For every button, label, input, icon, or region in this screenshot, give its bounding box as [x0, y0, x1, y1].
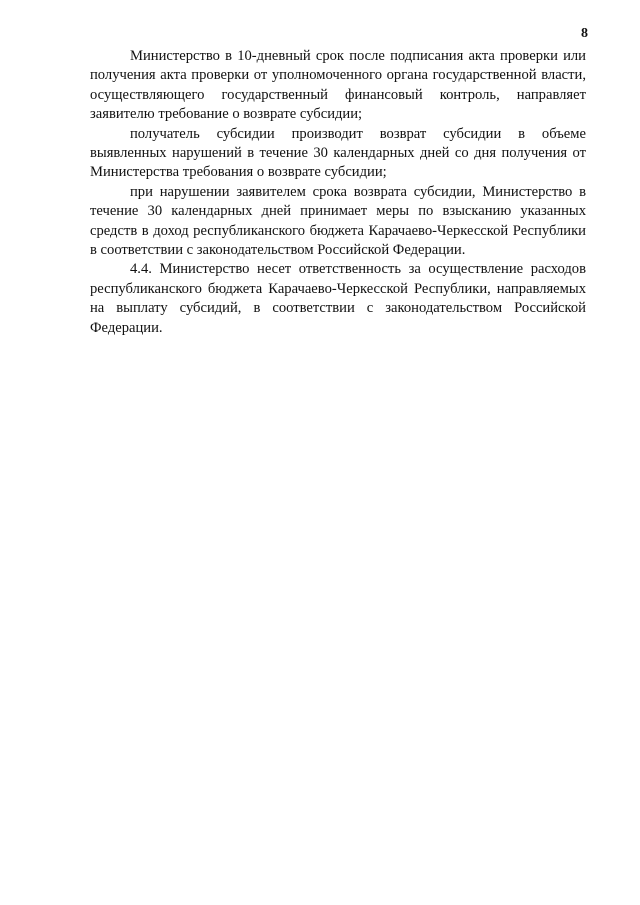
paragraph-recipient-refund: получатель субсидии производит возврат субсидии в объеме выявленных нарушений в течение 30 календарных дней со дня получения от Министерства требования о возврате субсидии;	[90, 125, 586, 181]
paragraph-ministry-responsibility: 4.4. Министерство несет ответственность за осуществление расходов республиканского бюджета Карачаево-Черкесской Республики, направляемых на выплату субсидий, в соответствии с законодательством Российской Федерации.	[90, 261, 586, 336]
paragraph-notice-deadline: Министерство в 10-дневный срок после подписания акта проверки или получения акта проверки от уполномоченного органа государственной власти, осуществляющего государственный финансовый контроль, направляет заявителю требование о возврате субсидии;	[90, 48, 586, 123]
paragraph-violation-recovery: при нарушении заявителем срока возврата субсидии, Министерство в течение 30 календарных дней принимает меры по взысканию указанных средств в доход республиканского бюджета Карачаево-Черкесской Республики в соответствии с законодательством Российской Федерации.	[90, 183, 586, 259]
page-number: 8	[581, 26, 588, 41]
document-body	[90, 47, 586, 338]
